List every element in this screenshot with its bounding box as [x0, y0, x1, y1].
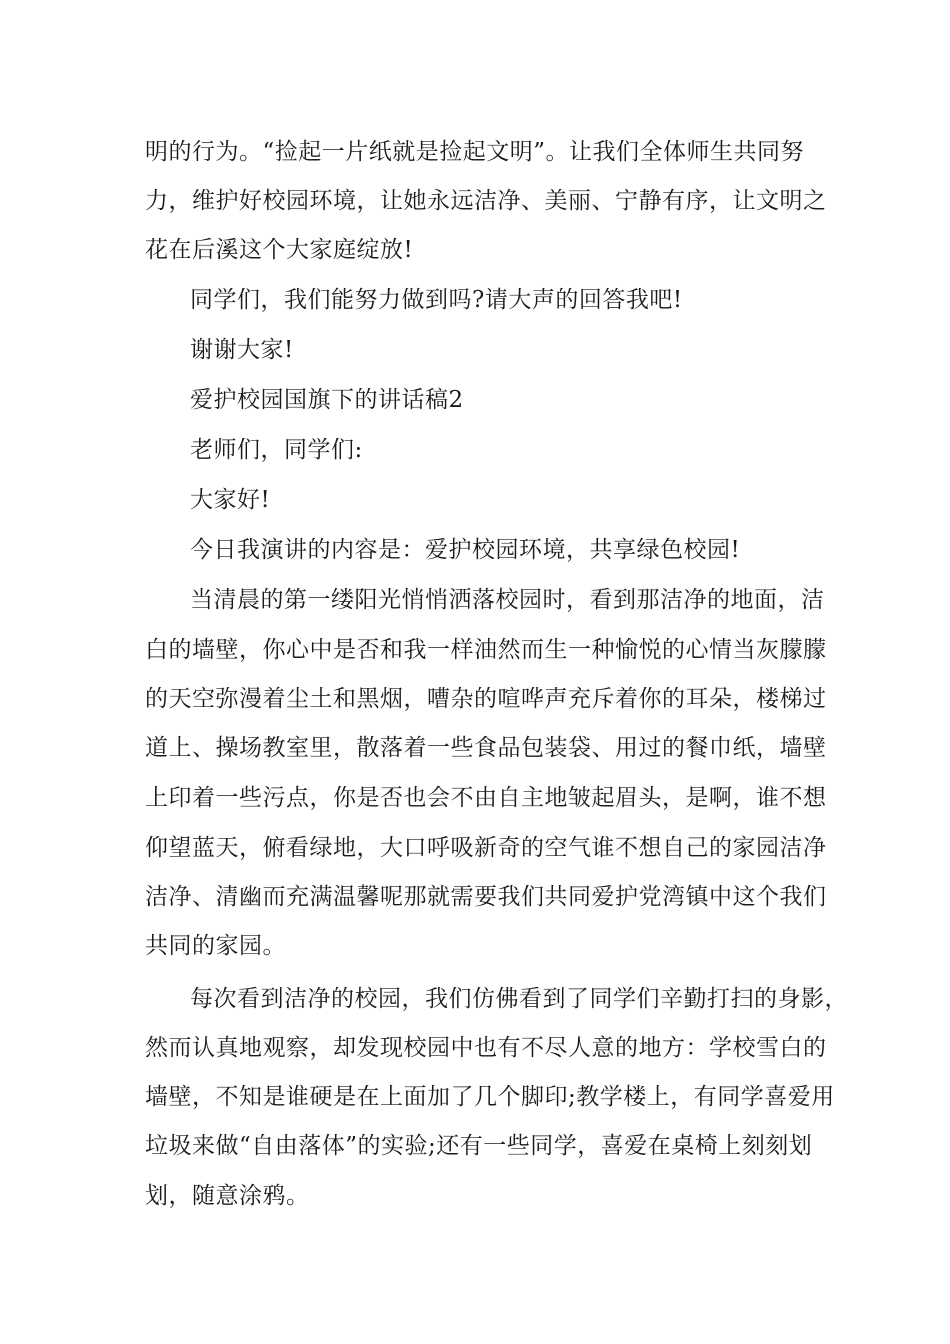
paragraph-line: 仰望蓝天，俯看绿地，大口呼吸新奇的空气谁不想自己的家园洁净 — [145, 835, 827, 861]
paragraph-line: 今日我演讲的内容是：爱护校园环境，共享绿色校园! — [190, 537, 741, 563]
paragraph-line: 共同的家园。 — [145, 933, 286, 959]
paragraph-line: 白的墙壁，你心中是否和我一样油然而生一种愉悦的心情当灰朦朦 — [145, 637, 827, 663]
paragraph-line: 明的行为。“捡起一片纸就是捡起文明”。让我们全体师生共同努 — [145, 139, 805, 165]
paragraph-line: 墙壁，不知是谁硬是在上面加了几个脚印;教学楼上，有同学喜爱用 — [145, 1084, 835, 1110]
paragraph-line: 上印着一些污点，你是否也会不由自主地皱起眉头，是啊，谁不想 — [145, 785, 827, 811]
paragraph-line: 划，随意涂鸦。 — [145, 1183, 310, 1209]
paragraph-line: 谢谢大家! — [190, 337, 294, 363]
paragraph-line: 老师们，同学们: — [190, 437, 363, 463]
paragraph-line: 垃圾来做“自由落体”的实验;还有一些同学，喜爱在桌椅上刻刻划 — [145, 1133, 813, 1159]
paragraph-line: 的天空弥漫着尘土和黑烟，嘈杂的喧哗声充斥着你的耳朵，楼梯过 — [145, 686, 827, 712]
paragraph-line: 每次看到洁净的校园，我们仿佛看到了同学们辛勤打扫的身影， — [190, 986, 848, 1012]
section-title: 爱护校园国旗下的讲话稿2 — [190, 387, 464, 413]
paragraph-line: 道上、操场教室里，散落着一些食品包装袋、用过的餐巾纸，墙壁 — [145, 735, 827, 761]
paragraph-line: 力，维护好校园环境，让她永远洁净、美丽、宁静有序，让文明之 — [145, 188, 827, 214]
paragraph-line: 洁净、清幽而充满温馨呢那就需要我们共同爱护党湾镇中这个我们 — [145, 884, 827, 910]
paragraph-line: 当清晨的第一缕阳光悄悄洒落校园时，看到那洁净的地面，洁 — [190, 587, 825, 613]
paragraph-line: 大家好! — [190, 487, 271, 513]
paragraph-line: 然而认真地观察，却发现校园中也有不尽人意的地方：学校雪白的 — [145, 1035, 827, 1061]
paragraph-line: 花在后溪这个大家庭绽放! — [145, 237, 414, 263]
paragraph-line: 同学们，我们能努力做到吗?请大声的回答我吧! — [190, 287, 683, 313]
